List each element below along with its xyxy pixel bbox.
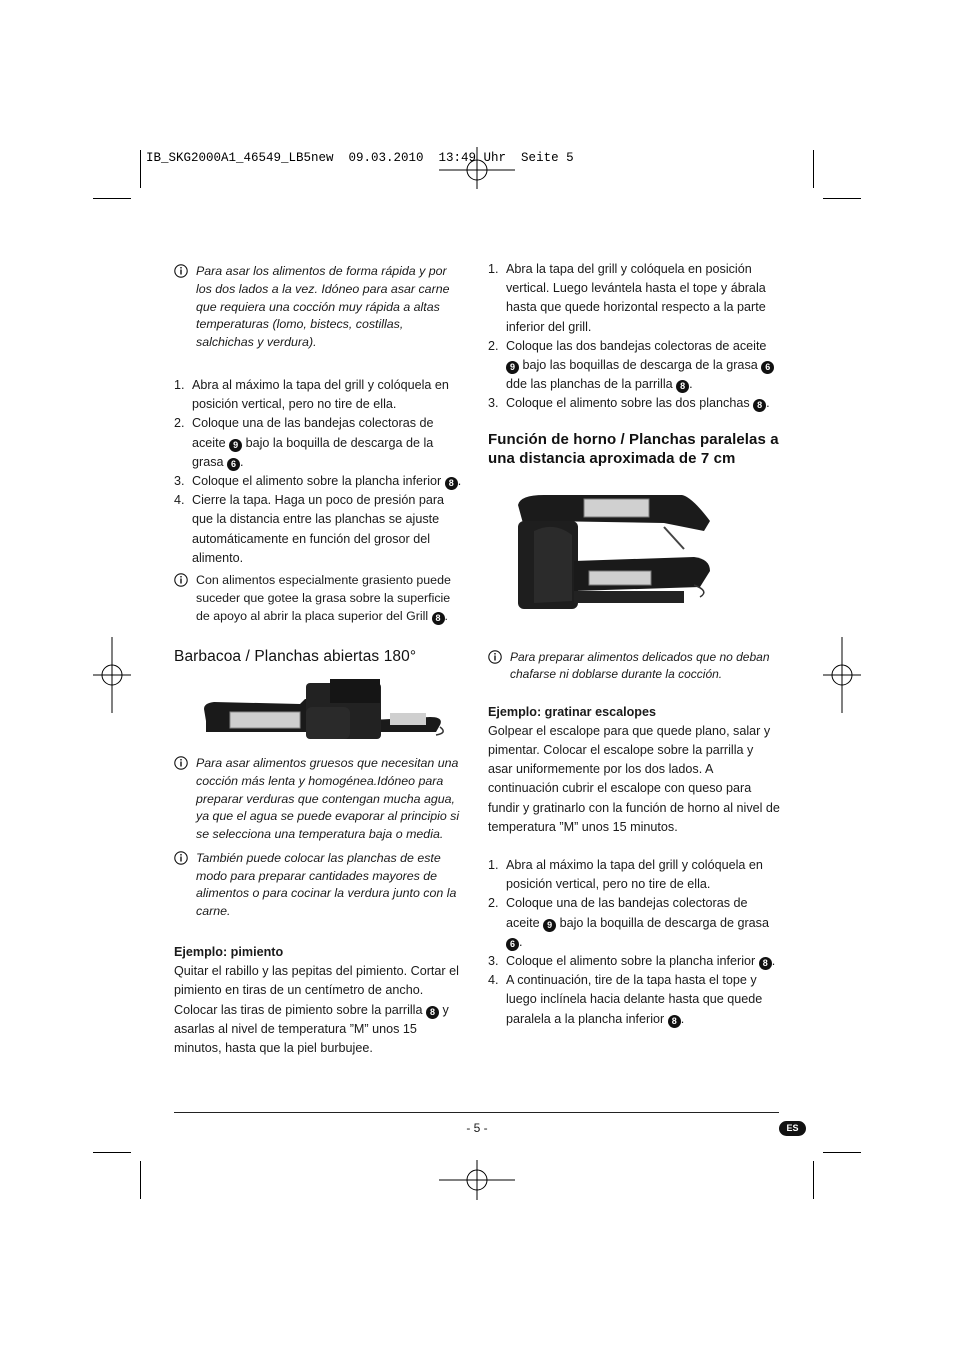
part-number-badge: 8 bbox=[668, 1015, 681, 1028]
example-text: Golpear el escalope para que quede plano, salar y pimentar. Colocar el escalope sobre la parrilla y asar uniformemente por los dos lados. A continuación cubrir el escalope con queso para fundir y gratinarlo con la función de horno al nivel de temperatura ”M” unos 15 minutos. bbox=[488, 723, 780, 834]
page-number: - 5 - bbox=[466, 1121, 488, 1135]
info-icon bbox=[174, 573, 188, 587]
example-title: Ejemplo: pimiento bbox=[174, 945, 284, 960]
example-title: Ejemplo: gratinar escalopes bbox=[488, 704, 656, 719]
info-icon bbox=[174, 756, 188, 770]
crop-mark bbox=[93, 198, 131, 199]
section-heading-horno: Función de horno / Planchas paralelas a una distancia aproximada de 7 cm bbox=[488, 430, 779, 468]
part-number-badge: 8 bbox=[759, 957, 772, 970]
example-text: Quitar el rabillo y las pepitas del pimiento. Cortar el pimiento en tiras de un centímetro de ancho. Colocar las tiras de pimiento sobre la parrilla 8 y asarlas al nivel de temperatura ”M” unos 15 minutos, hasta que la piel burbujee. bbox=[174, 964, 459, 1056]
crop-mark bbox=[823, 198, 861, 199]
part-number-badge: 6 bbox=[506, 938, 519, 951]
registration-mark-left bbox=[93, 637, 131, 713]
section-heading-barbacoa: Barbacoa / Planchas abiertas 180° bbox=[174, 648, 417, 666]
crop-mark bbox=[813, 150, 814, 188]
info-icon bbox=[174, 264, 188, 278]
part-number-badge: 8 bbox=[445, 477, 458, 490]
crop-mark bbox=[813, 1161, 814, 1199]
info-note: Para preparar alimentos delicados que no deban chafarse ni doblarse durante la cocción. bbox=[488, 649, 780, 683]
list-item: 1. Abra al máximo la tapa del grill y colóquela en posición vertical, pero no tire de ella. bbox=[174, 377, 449, 412]
crop-mark bbox=[823, 1152, 861, 1153]
right-column bbox=[488, 260, 780, 1029]
list-item: 1. Abra la tapa del grill y colóquela en posición vertical. Luego levántela hasta el tope y ábrala hasta que quede horizontal respecto a la parte inferior del grill. bbox=[488, 262, 766, 334]
info-note: También puede colocar las planchas de este modo para preparar cantidades mayores de alimentos o para cocinar la verdura junto con la carne. bbox=[174, 850, 464, 921]
list-item: 3. Coloque el alimento sobre la plancha inferior 8 . bbox=[488, 954, 776, 969]
part-number-badge: 8 bbox=[753, 399, 766, 412]
part-number-badge: 9 bbox=[506, 361, 519, 374]
part-number-badge: 6 bbox=[227, 458, 240, 471]
language-badge: ES bbox=[779, 1121, 806, 1136]
left-column bbox=[174, 263, 464, 1058]
part-number-badge: 8 bbox=[426, 1006, 439, 1019]
part-number-badge: 8 bbox=[676, 380, 689, 393]
list-item: 3. Coloque el alimento sobre las dos planchas 8 . bbox=[488, 396, 770, 411]
crop-mark bbox=[140, 1161, 141, 1199]
part-number-badge: 9 bbox=[229, 439, 242, 452]
crop-mark bbox=[93, 1152, 131, 1153]
registration-mark-right bbox=[823, 637, 861, 713]
info-icon bbox=[174, 851, 188, 865]
note-text: Para asar los alimentos de forma rápida y por los dos lados a la vez. Idóneo para asar carne que requiera una cocción muy rápida a altas temperaturas (lomo, bistecs, costillas, salchichas y verdura). bbox=[196, 264, 450, 350]
list-item: 2. Coloque una de las bandejas colectoras de aceite 9 bajo la boquilla de descarga de la grasa 6 . bbox=[174, 416, 434, 469]
list-item: 1. Abra al máximo la tapa del grill y colóquela en posición vertical, pero no tire de ella. bbox=[488, 858, 763, 892]
part-number-badge: 6 bbox=[761, 361, 774, 374]
grill-open-180-image bbox=[200, 677, 445, 745]
registration-mark-bottom bbox=[439, 1160, 515, 1200]
footer-rule bbox=[174, 1112, 779, 1113]
list-item: 3. Coloque el alimento sobre la plancha inferior 8 . bbox=[174, 474, 462, 488]
info-note: Con alimentos especialmente grasiento puede suceder que gotee la grasa sobre la superficie de apoyo al abrir la placa superior del Grill 8 . bbox=[174, 572, 464, 625]
info-note: Para asar alimentos gruesos que necesitan una cocción más lenta y homogénea.Idóneo para preparar verduras que contengan mucha agua, ya que el agua se puede evaporar al principio si se selecciona una temperatura baja o media. bbox=[174, 755, 464, 844]
print-slug: IB_SKG2000A1_46549_LB5new 09.03.2010 13:49 Uhr Seite 5 bbox=[146, 151, 574, 165]
list-item: 2. Coloque una de las bandejas colectoras de aceite 9 bajo la boquilla de descarga de grasa 6 . bbox=[488, 896, 769, 949]
part-number-badge: 8 bbox=[432, 612, 445, 625]
info-note bbox=[174, 263, 464, 352]
part-number-badge: 9 bbox=[543, 919, 556, 932]
grill-oven-image bbox=[514, 491, 714, 613]
info-icon bbox=[488, 650, 502, 664]
list-item: 4. Cierre la tapa. Haga un poco de presión para que la distancia entre las planchas se ajuste automáticamente en función del grosor del alimento. bbox=[174, 493, 445, 565]
list-item: 4. A continuación, tire de la tapa hasta el tope y luego inclínela hacia delante hasta que quede paralela a la plancha inferior 8 . bbox=[488, 973, 763, 1026]
crop-mark bbox=[140, 150, 141, 188]
list-item: 2. Coloque las dos bandejas colectoras de aceite 9 bajo las boquillas de descarga de la grasa 6 dde las planchas de la parrilla 8 . bbox=[488, 337, 780, 395]
